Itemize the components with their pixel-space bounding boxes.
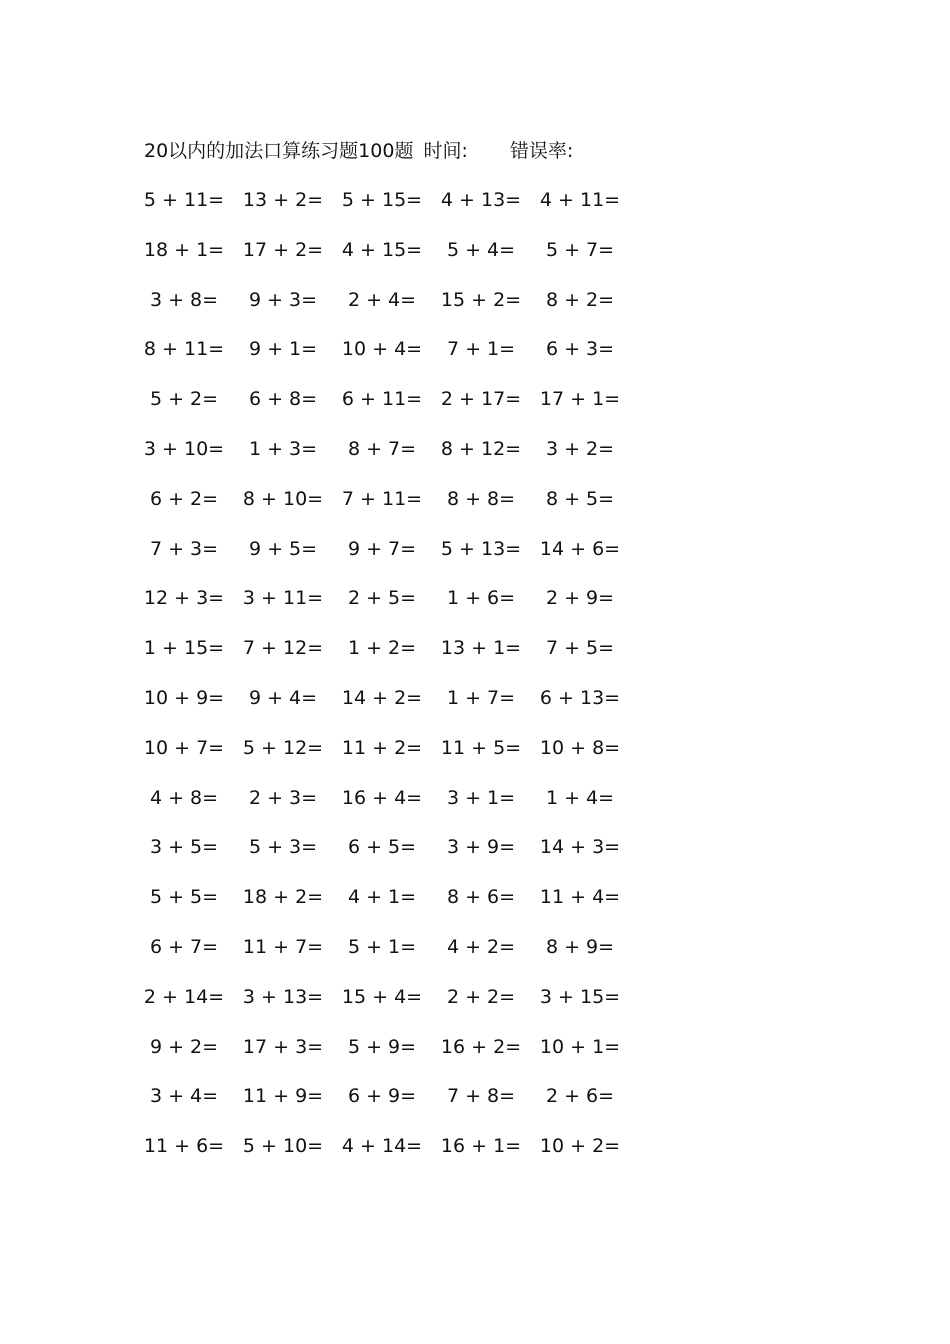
problem-item: 2 + 2= bbox=[446, 985, 516, 1008]
problem-item: 5 + 13= bbox=[440, 537, 522, 560]
problem-item: 9 + 7= bbox=[347, 537, 417, 560]
worksheet-title: 20以内的加法口算练习题100题 bbox=[144, 140, 414, 162]
problem-item: 5 + 2= bbox=[149, 388, 219, 411]
problem-row bbox=[0, 186, 950, 236]
problem-item: 17 + 3= bbox=[242, 1035, 324, 1058]
problem-item: 8 + 7= bbox=[347, 437, 417, 460]
problem-item: 7 + 8= bbox=[446, 1085, 516, 1108]
problem-item: 11 + 5= bbox=[440, 736, 522, 759]
problem-item: 3 + 1= bbox=[446, 786, 516, 809]
problem-item: 11 + 9= bbox=[242, 1085, 324, 1108]
problem-item: 15 + 4= bbox=[341, 985, 423, 1008]
problem-item: 17 + 2= bbox=[242, 238, 324, 261]
problem-item: 4 + 2= bbox=[446, 935, 516, 958]
problem-item: 1 + 2= bbox=[347, 637, 417, 660]
problem-item: 8 + 10= bbox=[242, 487, 324, 510]
problem-item: 8 + 9= bbox=[545, 935, 615, 958]
problem-item: 2 + 17= bbox=[440, 388, 522, 411]
problem-item: 8 + 5= bbox=[545, 487, 615, 510]
problem-row bbox=[0, 983, 950, 1033]
problem-item: 15 + 2= bbox=[440, 288, 522, 311]
problem-item: 6 + 5= bbox=[347, 836, 417, 859]
problem-row bbox=[0, 883, 950, 933]
worksheet-header bbox=[144, 137, 573, 165]
problem-item: 3 + 4= bbox=[149, 1085, 219, 1108]
problem-item: 1 + 7= bbox=[446, 686, 516, 709]
problem-grid bbox=[0, 186, 950, 1182]
problem-item: 18 + 1= bbox=[143, 238, 225, 261]
problem-item: 11 + 4= bbox=[539, 886, 621, 909]
problem-item: 3 + 13= bbox=[242, 985, 324, 1008]
problem-item: 6 + 9= bbox=[347, 1085, 417, 1108]
problem-item: 16 + 2= bbox=[440, 1035, 522, 1058]
problem-item: 3 + 15= bbox=[539, 985, 621, 1008]
problem-item: 5 + 3= bbox=[248, 836, 318, 859]
problem-item: 9 + 5= bbox=[248, 537, 318, 560]
problem-item: 5 + 11= bbox=[143, 189, 225, 211]
problem-item: 6 + 3= bbox=[545, 338, 615, 361]
problem-row bbox=[0, 784, 950, 834]
problem-item: 16 + 1= bbox=[440, 1135, 522, 1158]
problem-item: 6 + 2= bbox=[149, 487, 219, 510]
problem-item: 17 + 1= bbox=[539, 388, 621, 411]
problem-item: 7 + 3= bbox=[149, 537, 219, 560]
problem-item: 6 + 11= bbox=[341, 388, 423, 411]
time-label: 时间: bbox=[423, 140, 468, 162]
problem-item: 4 + 8= bbox=[149, 786, 219, 809]
problem-row bbox=[0, 335, 950, 385]
problem-item: 14 + 3= bbox=[539, 836, 621, 859]
problem-item: 10 + 1= bbox=[539, 1035, 621, 1058]
problem-item: 6 + 13= bbox=[539, 686, 621, 709]
problem-item: 9 + 4= bbox=[248, 686, 318, 709]
problem-item: 18 + 2= bbox=[242, 886, 324, 909]
problem-item: 6 + 8= bbox=[248, 388, 318, 411]
problem-item: 8 + 2= bbox=[545, 288, 615, 311]
problem-row bbox=[0, 1033, 950, 1083]
problem-item: 7 + 12= bbox=[242, 637, 324, 660]
problem-item: 2 + 14= bbox=[143, 985, 225, 1008]
problem-row bbox=[0, 734, 950, 784]
problem-item: 1 + 4= bbox=[545, 786, 615, 809]
problem-item: 7 + 1= bbox=[446, 338, 516, 361]
problem-row bbox=[0, 236, 950, 286]
problem-item: 9 + 3= bbox=[248, 288, 318, 311]
problem-item: 9 + 1= bbox=[248, 338, 318, 361]
problem-item: 3 + 9= bbox=[446, 836, 516, 859]
problem-item: 3 + 8= bbox=[149, 288, 219, 311]
problem-item: 2 + 3= bbox=[248, 786, 318, 809]
problem-item: 3 + 2= bbox=[545, 437, 615, 460]
problem-item: 7 + 5= bbox=[545, 637, 615, 660]
problem-item: 11 + 2= bbox=[341, 736, 423, 759]
problem-item: 10 + 7= bbox=[143, 736, 225, 759]
problem-item: 4 + 11= bbox=[539, 189, 621, 211]
problem-item: 1 + 15= bbox=[143, 637, 225, 660]
problem-item: 1 + 3= bbox=[248, 437, 318, 460]
problem-item: 8 + 12= bbox=[440, 437, 522, 460]
problem-item: 10 + 2= bbox=[539, 1135, 621, 1158]
problem-item: 10 + 4= bbox=[341, 338, 423, 361]
problem-item: 16 + 4= bbox=[341, 786, 423, 809]
problem-item: 10 + 8= bbox=[539, 736, 621, 759]
problem-item: 3 + 10= bbox=[143, 437, 225, 460]
problem-item: 8 + 11= bbox=[143, 338, 225, 361]
problem-row bbox=[0, 584, 950, 634]
problem-row bbox=[0, 535, 950, 585]
problem-item: 5 + 15= bbox=[341, 189, 423, 211]
problem-item: 4 + 14= bbox=[341, 1135, 423, 1158]
problem-item: 5 + 10= bbox=[242, 1135, 324, 1158]
problem-item: 3 + 11= bbox=[242, 587, 324, 610]
problem-item: 10 + 9= bbox=[143, 686, 225, 709]
problem-item: 2 + 4= bbox=[347, 288, 417, 311]
problem-item: 13 + 2= bbox=[242, 189, 324, 211]
problem-item: 5 + 5= bbox=[149, 886, 219, 909]
problem-item: 4 + 1= bbox=[347, 886, 417, 909]
problem-item: 4 + 13= bbox=[440, 189, 522, 211]
problem-item: 5 + 4= bbox=[446, 238, 516, 261]
problem-row bbox=[0, 435, 950, 485]
problem-item: 13 + 1= bbox=[440, 637, 522, 660]
problem-row bbox=[0, 1132, 950, 1182]
problem-item: 5 + 9= bbox=[347, 1035, 417, 1058]
problem-item: 6 + 7= bbox=[149, 935, 219, 958]
problem-row bbox=[0, 684, 950, 734]
problem-item: 5 + 1= bbox=[347, 935, 417, 958]
problem-item: 3 + 5= bbox=[149, 836, 219, 859]
problem-row bbox=[0, 485, 950, 535]
problem-row bbox=[0, 286, 950, 336]
problem-row bbox=[0, 385, 950, 435]
problem-item: 11 + 7= bbox=[242, 935, 324, 958]
problem-item: 14 + 2= bbox=[341, 686, 423, 709]
problem-item: 1 + 6= bbox=[446, 587, 516, 610]
problem-item: 2 + 5= bbox=[347, 587, 417, 610]
problem-item: 5 + 7= bbox=[545, 238, 615, 261]
error-rate-label: 错误率: bbox=[509, 140, 574, 162]
problem-item: 2 + 6= bbox=[545, 1085, 615, 1108]
problem-row bbox=[0, 933, 950, 983]
problem-row bbox=[0, 1082, 950, 1132]
problem-item: 7 + 11= bbox=[341, 487, 423, 510]
problem-item: 14 + 6= bbox=[539, 537, 621, 560]
problem-item: 11 + 6= bbox=[143, 1135, 225, 1158]
problem-item: 8 + 8= bbox=[446, 487, 516, 510]
problem-item: 8 + 6= bbox=[446, 886, 516, 909]
problem-item: 2 + 9= bbox=[545, 587, 615, 610]
problem-item: 9 + 2= bbox=[149, 1035, 219, 1058]
problem-row bbox=[0, 833, 950, 883]
problem-row bbox=[0, 634, 950, 684]
problem-item: 4 + 15= bbox=[341, 238, 423, 261]
problem-item: 5 + 12= bbox=[242, 736, 324, 759]
problem-item: 12 + 3= bbox=[143, 587, 225, 610]
